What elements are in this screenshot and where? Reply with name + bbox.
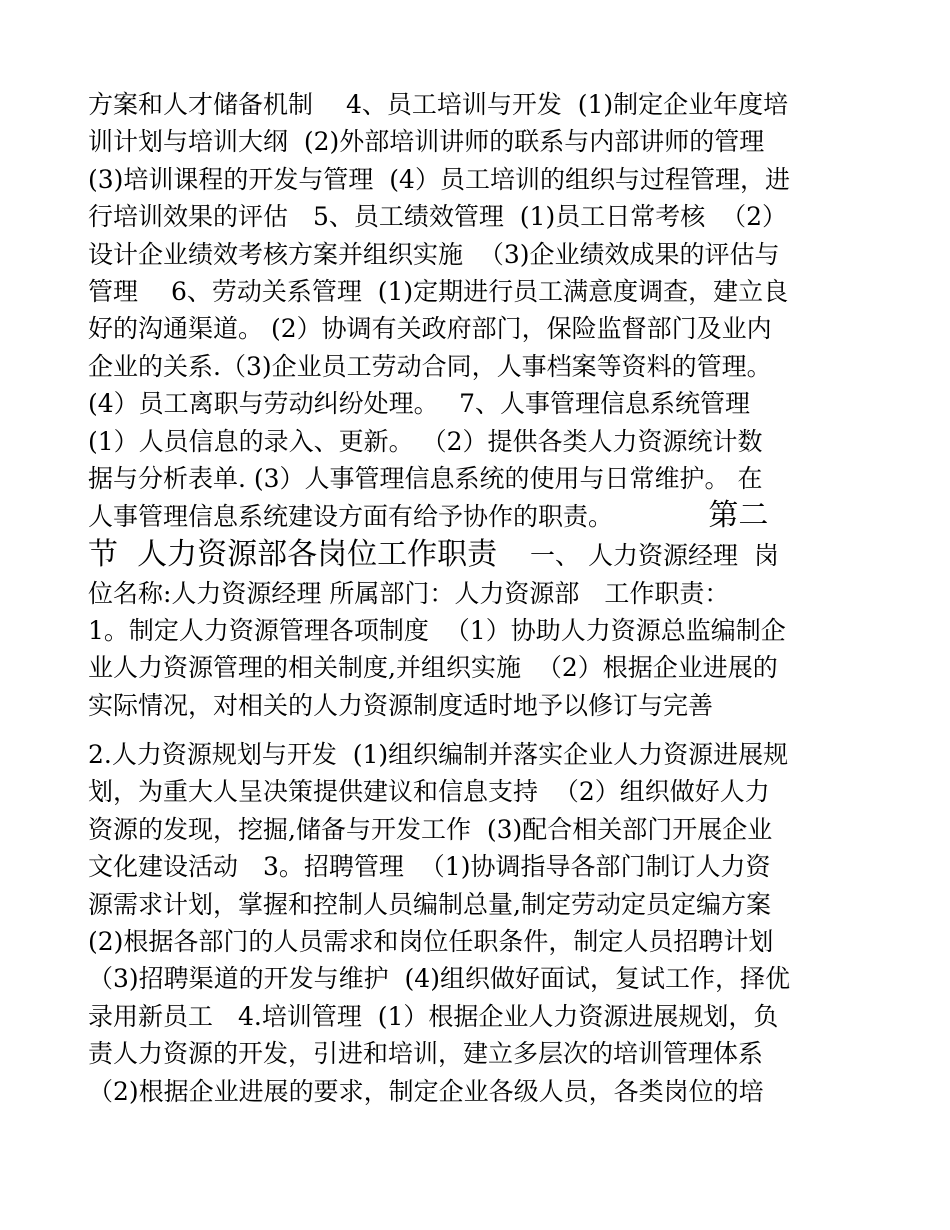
- text-line: 设计企业绩效考核方案并组织实施 （3)企业绩效成果的评估与: [88, 239, 780, 269]
- section-heading-start: 第二: [708, 498, 769, 534]
- paragraph-1: [88, 86, 868, 724]
- text-run: 人事管理信息系统建设方面有给予协作的职责。: [88, 502, 614, 532]
- text-line: 划，为重大人呈决策提供建议和信息支持 （2）组织做好人力: [88, 777, 770, 807]
- text-line: [88, 497, 868, 534]
- text-line: 方案和人才储备机制 4、员工培训与开发 (1)制定企业年度培: [88, 90, 789, 119]
- text-line: （3)招聘渠道的开发与维护 (4)组织做好面试，复试工作，择优: [88, 964, 790, 994]
- text-line: 实际情况，对相关的人力资源制度适时地予以修订与完善: [88, 690, 714, 720]
- text-line: 2.人力资源规划与开发 (1)组织编制并落实企业人力资源进展规: [88, 740, 789, 769]
- text-line: 好的沟通渠道。 (2）协调有关政府部门，保险监督部门及业内: [88, 314, 772, 344]
- text-line: 文化建设活动 3。招聘管理 （1)协调指导各部门制订人力资: [88, 852, 771, 882]
- text-line: 业人力资源管理的相关制度,并组织实施 （2）根据企业进展的: [88, 653, 778, 683]
- text-line: 录用新员工 4.培训管理 (1）根据企业人力资源进展规划，负: [88, 1001, 779, 1031]
- text-line: (1）人员信息的录入、更新。 （2）提供各类人力资源统计数: [88, 426, 763, 456]
- text-line: 1。制定人力资源管理各项制度 （1）协助人力资源总监编制企: [88, 616, 786, 646]
- text-line: (3)培训课程的开发与管理 (4）员工培训的组织与过程管理，进: [88, 164, 790, 194]
- text-line: 据与分析表单. (3）人事管理信息系统的使用与日常维护。 在: [88, 463, 763, 493]
- text-line: 位名称:人力资源经理 所属部门：人力资源部 工作职责：: [88, 578, 730, 608]
- text-line: 资源的发现，挖掘,储备与开发工作 (3)配合相关部门开展企业: [88, 814, 773, 844]
- text-line: 训计划与培训大纲 (2)外部培训讲师的联系与内部讲师的管理: [88, 127, 765, 157]
- text-line: 管理 6、劳动关系管理 (1)定期进行员工满意度调查，建立良: [88, 276, 789, 306]
- text-line: 行培训效果的评估 5、员工绩效管理 (1)员工日常考核 （2）: [88, 202, 788, 232]
- text-line: [88, 535, 868, 575]
- text-line: (4）员工离职与劳动纠纷处理。 7、人事管理信息系统管理: [88, 389, 751, 419]
- text-line: （2)根据企业进展的要求，制定企业各级人员，各类岗位的培: [88, 1076, 764, 1106]
- text-line: 企业的关系.（3)企业员工劳动合同，人事档案等资料的管理。: [88, 351, 772, 381]
- text-run: 一、 人力资源经理 岗: [497, 540, 779, 570]
- text-line: 责人力资源的开发，引进和培训，建立多层次的培训管理体系: [88, 1039, 764, 1069]
- text-line: (2)根据各部门的人员需求和岗位任职条件，制定人员招聘计划: [88, 926, 774, 956]
- text-line: 源需求计划，掌握和控制人员编制总量,制定劳动定员定编方案: [88, 889, 771, 919]
- paragraph-2: [88, 736, 868, 1110]
- section-heading: 节 人力资源部各岗位工作职责: [88, 536, 498, 572]
